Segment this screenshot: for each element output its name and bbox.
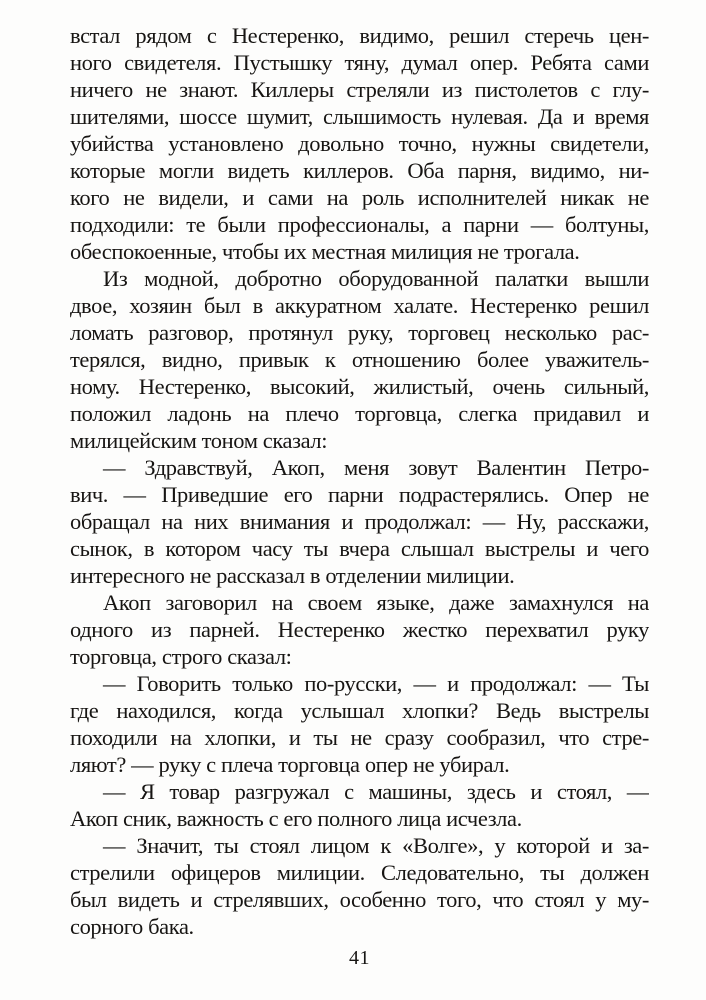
text-line: Из модной, добротно оборудованной палатки вышли	[103, 266, 649, 291]
text-line: терялся, видно, привык к отношению более уважитель-	[70, 347, 649, 372]
text-line: Акоп сник, важность с его полного лица исчезла.	[70, 806, 522, 831]
paragraph	[70, 832, 649, 940]
text-line: вич. — Приведшие его парни подрастерялись. Опер не	[70, 482, 649, 507]
text-line: подходили: те были профессионалы, а парни — болтуны,	[70, 212, 649, 237]
text-line: торговца, строго сказал:	[70, 644, 292, 669]
text-line: двое, хозяин был в аккуратном халате. Нестеренко решил	[70, 293, 649, 318]
text-line: где находился, когда услышал хлопки? Ведь выстрелы	[70, 698, 649, 723]
text-line: — Я товар разгружал с машины, здесь и стоял, —	[103, 779, 649, 804]
text-line: — Здравствуй, Акоп, меня зовут Валентин Петро-	[103, 455, 649, 480]
paragraph	[70, 265, 649, 454]
text-line: ломать разговор, протянул руку, торговец несколько рас-	[70, 320, 649, 345]
text-line: убийства установлено довольно точно, нужны свидетели,	[70, 131, 649, 156]
text-line: ничего не знают. Киллеры стреляли из пистолетов с глу-	[70, 77, 649, 102]
text-line: — Говорить только по-русски, — и продолжал: — Ты	[103, 671, 649, 696]
paragraph	[70, 589, 649, 670]
text-line: стрелили офицеров милиции. Следовательно, ты должен	[70, 860, 649, 885]
paragraph	[70, 778, 649, 832]
paragraph	[70, 22, 649, 265]
text-line: — Значит, ты стоял лицом к «Волге», у которой и за-	[103, 833, 649, 858]
text-line: которые могли видеть киллеров. Оба парня, видимо, ни-	[70, 158, 649, 183]
text-block	[70, 22, 649, 940]
text-line: обращал на них внимания и продолжал: — Ну, расскажи,	[70, 509, 649, 534]
text-line: был видеть и стрелявших, особенно того, что стоял у му-	[70, 887, 649, 912]
paragraph	[70, 670, 649, 778]
text-line: встал рядом с Нестеренко, видимо, решил стеречь цен-	[70, 23, 649, 48]
text-line: обеспокоенные, чтобы их местная милиция не трогала.	[70, 239, 580, 264]
text-line: Акоп заговорил на своем языке, даже замахнулся на	[103, 590, 649, 615]
text-line: походили на хлопки, и ты не сразу сообразил, что стре-	[70, 725, 649, 750]
text-line: ного свидетеля. Пустышку тяну, думал опер. Ребята сами	[70, 50, 649, 75]
text-line: одного из парней. Нестеренко жестко перехватил руку	[70, 617, 649, 642]
text-line: милицейским тоном сказал:	[70, 428, 328, 453]
text-line: положил ладонь на плечо торговца, слегка придавил и	[70, 401, 649, 426]
text-line: ляют? — руку с плеча торговца опер не убирал.	[70, 752, 510, 777]
text-line: сорного бака.	[70, 914, 194, 939]
page-number: 41	[349, 947, 370, 969]
text-line: ному. Нестеренко, высокий, жилистый, очень сильный,	[70, 374, 649, 399]
text-line: интересного не рассказал в отделении милиции.	[70, 563, 515, 588]
text-line: шителями, шоссе шумит, слышимость нулевая. Да и время	[70, 104, 649, 129]
text-line: кого не видели, и сами на роль исполнителей никак не	[70, 185, 649, 210]
paragraph	[70, 454, 649, 589]
text-line: сынок, в котором часу ты вчера слышал выстрелы и чего	[70, 536, 649, 561]
